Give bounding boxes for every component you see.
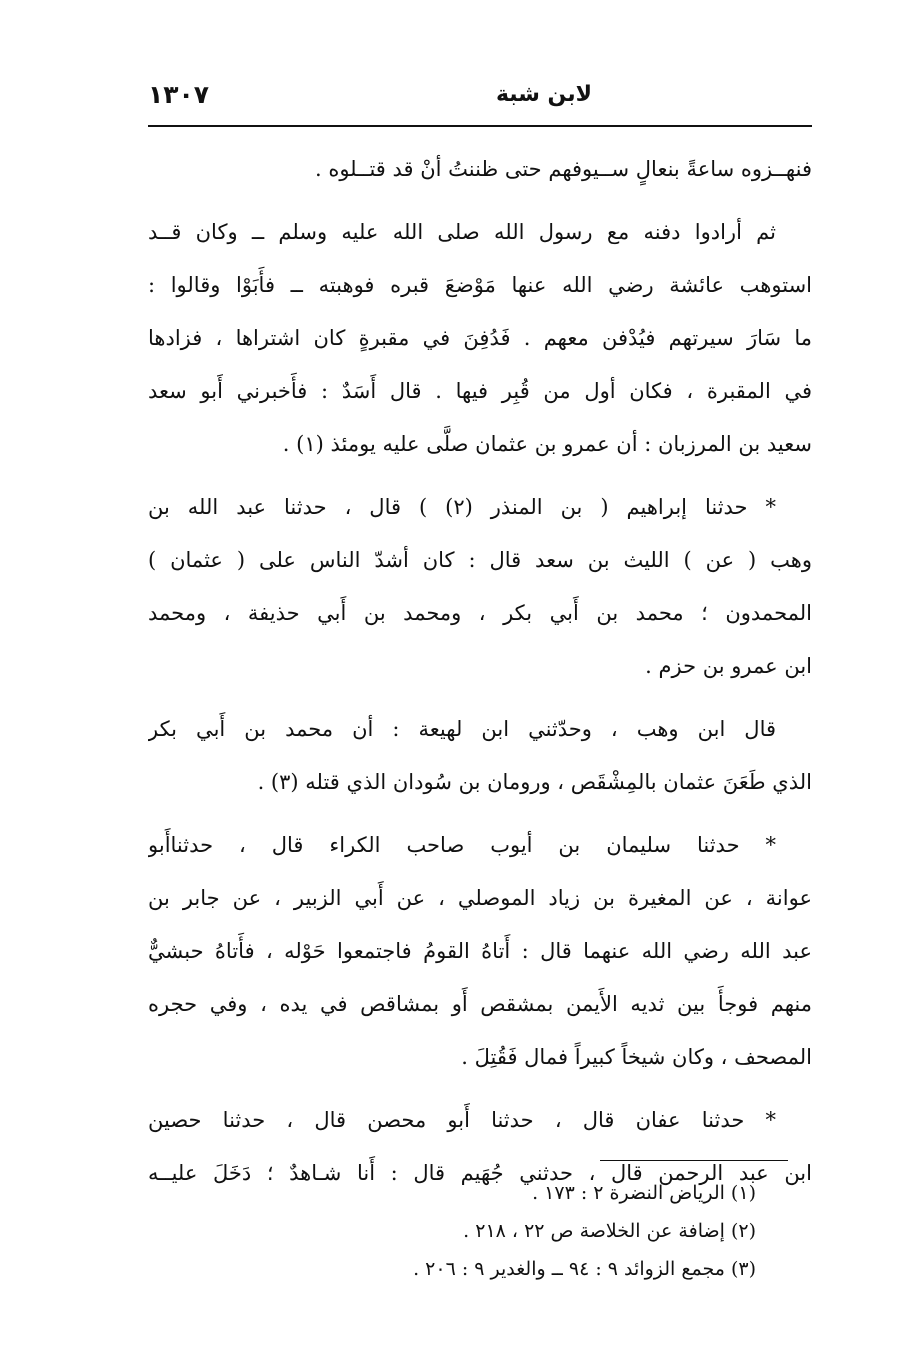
text-line: ما سَارَ سيرتهم فيُدْفن معهم . فَدُفِنَ في مقبرةٍ كان اشتراها ، فزادها	[148, 326, 812, 350]
paragraph	[148, 143, 812, 196]
text-line: فنهــزوه ساعةً بنعالٍ ســيوفهم حتى ظننتُ أنْ قد قتــلوه .	[314, 157, 812, 181]
footnote-2: (٢) إضافة عن الخلاصة ص ٢٢ ، ٢١٨ .	[463, 1220, 756, 1242]
text-line: قال ابن وهب ، وحدّثني ابن لهيعة : أن محمد بن أَبي بكر	[148, 717, 776, 741]
text-line: ثم أرادوا دفنه مع رسول الله صلى الله عليه وسلم ــ وكان قــد	[148, 220, 776, 244]
text-line: المحمدون ؛ محمد بن أَبي بكر ، ومحمد بن أَبي حذيفة ، ومحمد	[148, 601, 812, 625]
text-line: الذي طَعَنَ عثمان بالمِشْقَص ، ورومان بن سُودان الذي قتله (٣) .	[257, 770, 812, 794]
text-line: عبد الله رضي الله عنهما قال : أَتاهُ القومُ فاجتمعوا حَوْله ، فأَتاهُ حبشيٌّ	[148, 939, 812, 963]
footnotes	[156, 1174, 756, 1288]
paragraph	[148, 819, 812, 1084]
header-rule	[148, 125, 812, 127]
text-line: منهم فوجأَ بين ثديه الأَيمن بمشقص أَو بمشاقص في يده ، وفي حجره	[148, 992, 812, 1016]
text-line: ابن عبد الرحمن قال ، حدثني جُهَيم قال : أَنا شـاهدٌ ؛ دَخَلَ عليــه	[148, 1161, 812, 1185]
text-line: استوهب عائشة رضي الله عنها مَوْضعَ قبره فوهبته ــ فأَبَوْا وقالوا :	[148, 273, 812, 297]
paragraph	[148, 206, 812, 471]
text-line: سعيد بن المرزبان : أن عمرو بن عثمان صلَّى عليه يومئذ (١) .	[282, 432, 812, 456]
footnote-3: (٣) مجمع الزوائد ٩ : ٩٤ ــ والغدير ٩ : ٢٠٦ .	[413, 1258, 756, 1280]
running-title: لابن شبة	[495, 82, 592, 107]
body-text	[148, 143, 812, 1200]
text-line: وهب ( عن ) الليث بن سعد قال : كان أشدّ الناس على ( عثمان )	[148, 548, 812, 572]
footnote-rule	[600, 1160, 788, 1161]
page-number: ١٣٠٧	[148, 80, 210, 109]
text-line: * حدثنا إبراهيم ( بن المنذر (٢) ) قال ، حدثنا عبد الله بن	[148, 495, 776, 519]
page-header	[148, 78, 812, 120]
paragraph	[148, 481, 812, 693]
text-line: ابن عمرو بن حزم .	[645, 654, 812, 678]
text-line: * حدثنا سليمان بن أيوب صاحب الكراء قال ، حدثناأَبو	[148, 833, 776, 857]
text-line: * حدثنا عفان قال ، حدثنا أَبو محصن قال ، حدثنا حصين	[148, 1108, 776, 1132]
footnote-1: (١) الرياض النضرة ٢ : ١٧٣ .	[532, 1182, 756, 1204]
paragraph	[148, 703, 812, 809]
text-line: عوانة ، عن المغيرة بن زياد الموصلي ، عن أَبي الزبير ، عن جابر بن	[148, 886, 812, 910]
text-line: المصحف ، وكان شيخاً كبيراً فمال فَقُتِلَ .	[461, 1045, 812, 1069]
text-line: في المقبرة ، فكان أول من قُبِر فيها . قال أَسَدٌ : فأَخبرني أَبو سعد	[148, 379, 812, 403]
